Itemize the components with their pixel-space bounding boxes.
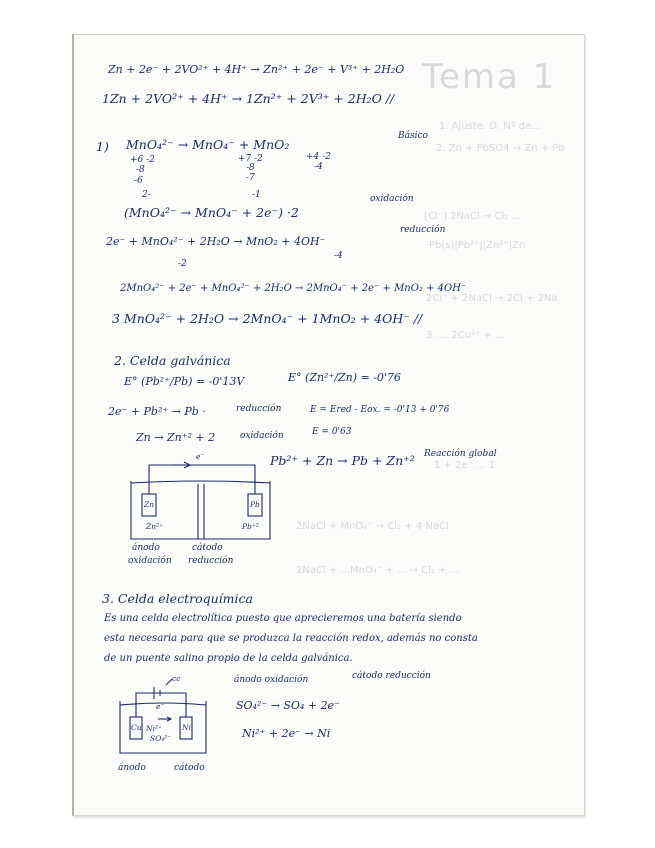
oxidation-number: -4: [314, 162, 323, 172]
ghost-line: 2NaCl + MnO₄⁻ → Cl₂ + 4 NaCl: [296, 521, 449, 532]
oxidation-number: 2-: [142, 190, 151, 200]
global-reaction: Pb²⁺ + Zn → Pb + Zn⁺²: [270, 453, 415, 468]
ghost-line: 2Cl⁻ + 2NaCl → 2Cl + 2Na: [426, 293, 558, 304]
standard-potential-pb: E° (Pb²⁺/Pb) = -0'13V: [124, 375, 245, 388]
anode-label: ánodo: [132, 543, 160, 553]
cu-electrode-label: Cu: [131, 723, 142, 732]
reduction-half-reaction: 2e⁻ + Pb²⁺ → Pb ·: [108, 405, 206, 418]
ni-electrode-label: Ni: [182, 723, 191, 732]
oxidation-number: +6 -2: [130, 155, 155, 165]
explanation-line: Es una celda electrolítica puesto que aprecieremos una batería siendo: [104, 613, 462, 624]
explanation-line: de un puente salino propio de la celda galvánica.: [104, 653, 353, 664]
galvanic-cell-diagram: [128, 451, 278, 541]
header-equation-final: 1Zn + 2VO²⁺ + 4H⁺ → 1Zn²⁺ + 2V³⁺ + 2H₂O //: [102, 91, 395, 106]
global-reaction-label: Reacción global: [424, 449, 497, 459]
electron-label: e⁻: [196, 452, 205, 461]
reduction-label: reducción: [236, 404, 282, 414]
ghost-line: 3. ... 2Cu²⁺ + ...: [426, 330, 505, 341]
power-source-label: cc: [172, 674, 181, 683]
reduction-under-right: -4: [334, 251, 343, 261]
sum-equation: 2MnO₄²⁻ + 2e⁻ + MnO₄²⁻ + 2H₂O → 2MnO₄⁻ + 2e⁻ + MnO₂ + 4OH⁻: [120, 283, 467, 294]
electrolytic-cell-diagram: [116, 675, 216, 757]
reduction-half-reaction: Ni²⁺ + 2e⁻ → Ni: [242, 727, 331, 740]
main-equation: MnO₄²⁻ → MnO₄⁻ + MnO₂: [126, 137, 290, 152]
anode-label: ánodo: [118, 763, 146, 773]
ghost-line: 1. Ajuste. D. Nº de...: [439, 121, 541, 132]
oxidation-number: -7: [246, 173, 255, 183]
section-title: 2. Celda galvánica: [114, 353, 231, 368]
cathode-label: cátodo: [174, 763, 205, 773]
cathode-process-label: reducción: [188, 556, 234, 566]
oxidation-half-reaction: SO₄²⁻ → SO₄ + 2e⁻: [236, 699, 340, 712]
anode-process-label: oxidación: [128, 556, 172, 566]
oxidation-number: -6: [134, 176, 143, 186]
ghost-title: Tema 1: [422, 57, 557, 97]
final-equation: 3 MnO₄²⁻ + 2H₂O → 2MnO₄⁻ + 1MnO₂ + 4OH⁻ //: [112, 311, 423, 326]
reduction-under-left: -2: [178, 259, 187, 269]
notebook-page: [72, 34, 585, 816]
oxidation-label: oxidación: [370, 194, 414, 204]
reduction-half-reaction: 2e⁻ + MnO₄²⁻ + 2H₂O → MnO₂ + 4OH⁻: [106, 235, 326, 248]
reduction-label: reducción: [400, 225, 446, 235]
zn-ion-label: Zn²⁺: [146, 522, 164, 531]
medium-label: Básico: [398, 131, 428, 141]
standard-potential-zn: E° (Zn²⁺/Zn) = -0'76: [288, 371, 401, 384]
ghost-line: 1 + 2e⁻ ... 1: [434, 460, 496, 471]
oxidation-number: -8: [246, 163, 255, 173]
oxidation-number: +4 -2: [306, 152, 331, 162]
cathode-label: cátodo: [192, 543, 223, 553]
pb-electrode-label: Pb: [250, 500, 260, 509]
cell-potential-calc: E = Ered - Eox. = -0'13 + 0'76: [310, 405, 450, 415]
pb-ion-label: Pb⁺²: [242, 522, 259, 531]
oxidation-number: -1: [252, 190, 261, 200]
ghost-line: [Cl⁻] 2NaCl → Cl₂ ...: [424, 211, 521, 222]
section-title: 3. Celda electroquímica: [102, 591, 253, 606]
oxidation-number: +7 -2: [238, 154, 263, 164]
anode-process-label: ánodo oxidación: [234, 675, 309, 685]
zn-electrode-label: Zn: [144, 500, 155, 509]
oxidation-half-reaction: (MnO₄²⁻ → MnO₄⁻ + 2e⁻) ·2: [124, 205, 299, 220]
oxidation-label: oxidación: [240, 431, 284, 441]
ghost-line: 2NaCl + ...MnO₄⁻ + ... → Cl₂ + ...: [296, 565, 460, 576]
cell-potential-result: E = 0'63: [312, 427, 352, 437]
question-number: 1): [96, 139, 109, 154]
header-equation: Zn + 2e⁻ + 2VO²⁺ + 4H⁺ → Zn²⁺ + 2e⁻ + V³⁺ + 2H₂O: [108, 63, 405, 76]
cathode-process-label: cátodo reducción: [352, 671, 431, 681]
sulfate-ion-label: SO₄²⁻: [150, 734, 172, 743]
explanation-line: esta necesaria para que se produzca la reacción redox, además no consta: [104, 633, 478, 644]
ghost-line: Pb(s)|Pb²⁺||Zn²⁺|Zn: [429, 240, 526, 251]
ni-ion-label: Ni²⁺: [146, 724, 162, 733]
electron-label: e⁻: [156, 702, 165, 711]
oxidation-number: -8: [136, 165, 145, 175]
oxidation-half-reaction: Zn → Zn⁺² + 2: [136, 431, 216, 444]
ghost-line: 2. Zn + PbSO4 → Zn + Pb: [436, 143, 565, 154]
